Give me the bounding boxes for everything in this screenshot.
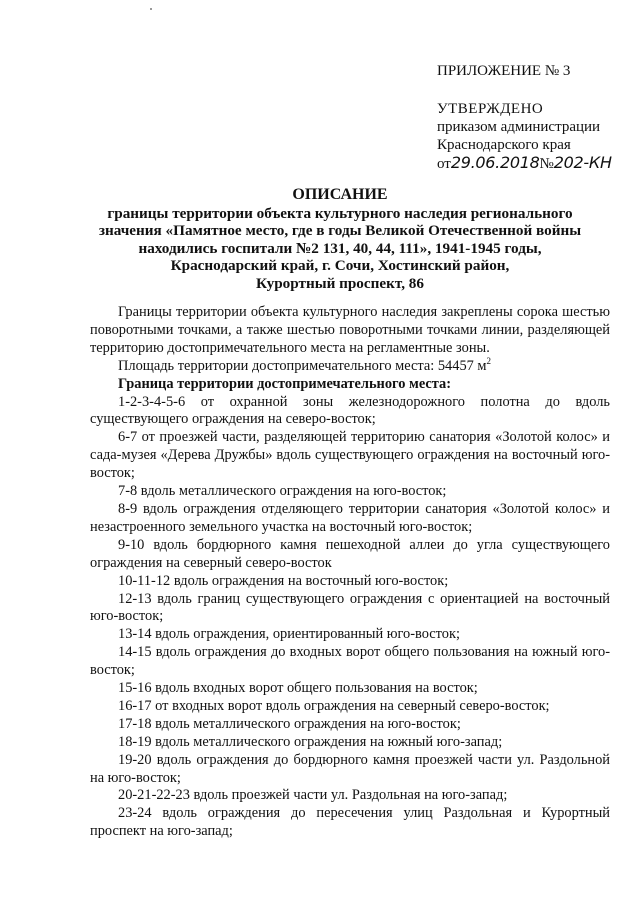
area-superscript: 2 bbox=[486, 355, 492, 366]
boundary-item: 7-8 вдоль металлического ограждения на юго-восток; bbox=[118, 483, 447, 500]
date-prefix: от bbox=[437, 156, 451, 172]
boundary-item: 1-2-3-4-5-6 от охранной зоны железнодорожного полотна до вдоль существующего ограждения на северо-восток; bbox=[90, 393, 610, 428]
boundary-item: 9-10 вдоль бордюрного камня пешеходной аллеи до угла существующего ограждения на северный северо-восток bbox=[90, 536, 610, 571]
boundary-item: 15-16 вдоль входных ворот общего пользования на восток; bbox=[118, 680, 478, 697]
document-title bbox=[90, 186, 590, 292]
boundary-item: 17-18 вдоль металлического ограждения на юго-восток; bbox=[118, 715, 461, 732]
boundary-item: 19-20 вдоль ограждения до бордюрного камня проезжей части ул. Раздольной на юго-восток; bbox=[90, 751, 610, 786]
boundary-item: 8-9 вдоль ограждения отделяющего территории санатория «Золотой колос» и незастроенного земельного участка на восточный юго-восток; bbox=[90, 500, 610, 535]
title-main: ОПИСАНИЕ bbox=[292, 186, 388, 203]
title-line: Курортный проспект, 86 bbox=[255, 274, 424, 292]
intro-paragraph: Границы территории объекта культурного наследия закреплены сорока шестью поворотными точками, а также шестью поворотными точками линии, разделяющей территорию достопримечательного места на регламентные зоны. bbox=[90, 304, 610, 356]
boundary-item: 6-7 от проезжей части, разделяющей территорию санатория «Золотой колос» и сада-музея «Дерева Дружбы» вдоль существующего ограждения на восточный юго-восток; bbox=[90, 429, 610, 482]
boundary-item: 10-11-12 вдоль ограждения на восточный юго-восток; bbox=[118, 572, 449, 589]
order-line-1: приказом администрации bbox=[437, 119, 601, 135]
boundary-item: 13-14 вдоль ограждения, ориентированный юго-восток; bbox=[118, 626, 460, 643]
title-line: границы территории объекта культурного наследия регионального bbox=[107, 204, 573, 222]
boundary-item: 23-24 вдоль ограждения до пересечения улиц Раздольная и Курортный проспект на юго-запад; bbox=[90, 805, 610, 840]
boundary-heading: Граница территории достопримечательного места: bbox=[118, 375, 451, 392]
title-line: находились госпитали №2 131, 40, 44, 111», 1941-1945 годы, bbox=[138, 239, 542, 257]
boundary-item: 16-17 от входных ворот вдоль ограждения на северный северо-восток; bbox=[118, 697, 550, 714]
order-line-2: Краснодарского края bbox=[437, 137, 571, 153]
document-body bbox=[90, 304, 610, 841]
boundary-item: 12-13 вдоль границ существующего ограждения с ориентацией на восточный юго-восток; bbox=[90, 590, 610, 625]
approval-block bbox=[437, 100, 612, 173]
number-prefix: № bbox=[539, 156, 554, 172]
area-text: Площадь территории достопримечательного места: 54457 м bbox=[118, 357, 487, 374]
boundary-item: 20-21-22-23 вдоль проезжей части ул. Раздольная на юго-запад; bbox=[118, 787, 508, 804]
approved-heading: УТВЕРЖДЕНО bbox=[437, 101, 544, 117]
boundary-item: 14-15 вдоль ограждения до входных ворот общего пользования на южный юго-восток; bbox=[90, 644, 610, 679]
area-paragraph bbox=[90, 355, 610, 376]
order-date-line bbox=[437, 154, 612, 173]
appendix-label: ПРИЛОЖЕНИЕ № 3 bbox=[437, 63, 571, 79]
handwritten-date: 29.06.2018 bbox=[450, 153, 540, 172]
scan-speck bbox=[150, 8, 152, 10]
title-line: Краснодарский край, г. Сочи, Хостинский район, bbox=[170, 257, 510, 274]
boundary-item: 18-19 вдоль металлического ограждения на южный юго-запад; bbox=[118, 733, 503, 750]
handwritten-number: 202-КН bbox=[553, 153, 612, 172]
title-line: значения «Памятное место, где в годы Великой Отечественной войны bbox=[98, 222, 582, 239]
